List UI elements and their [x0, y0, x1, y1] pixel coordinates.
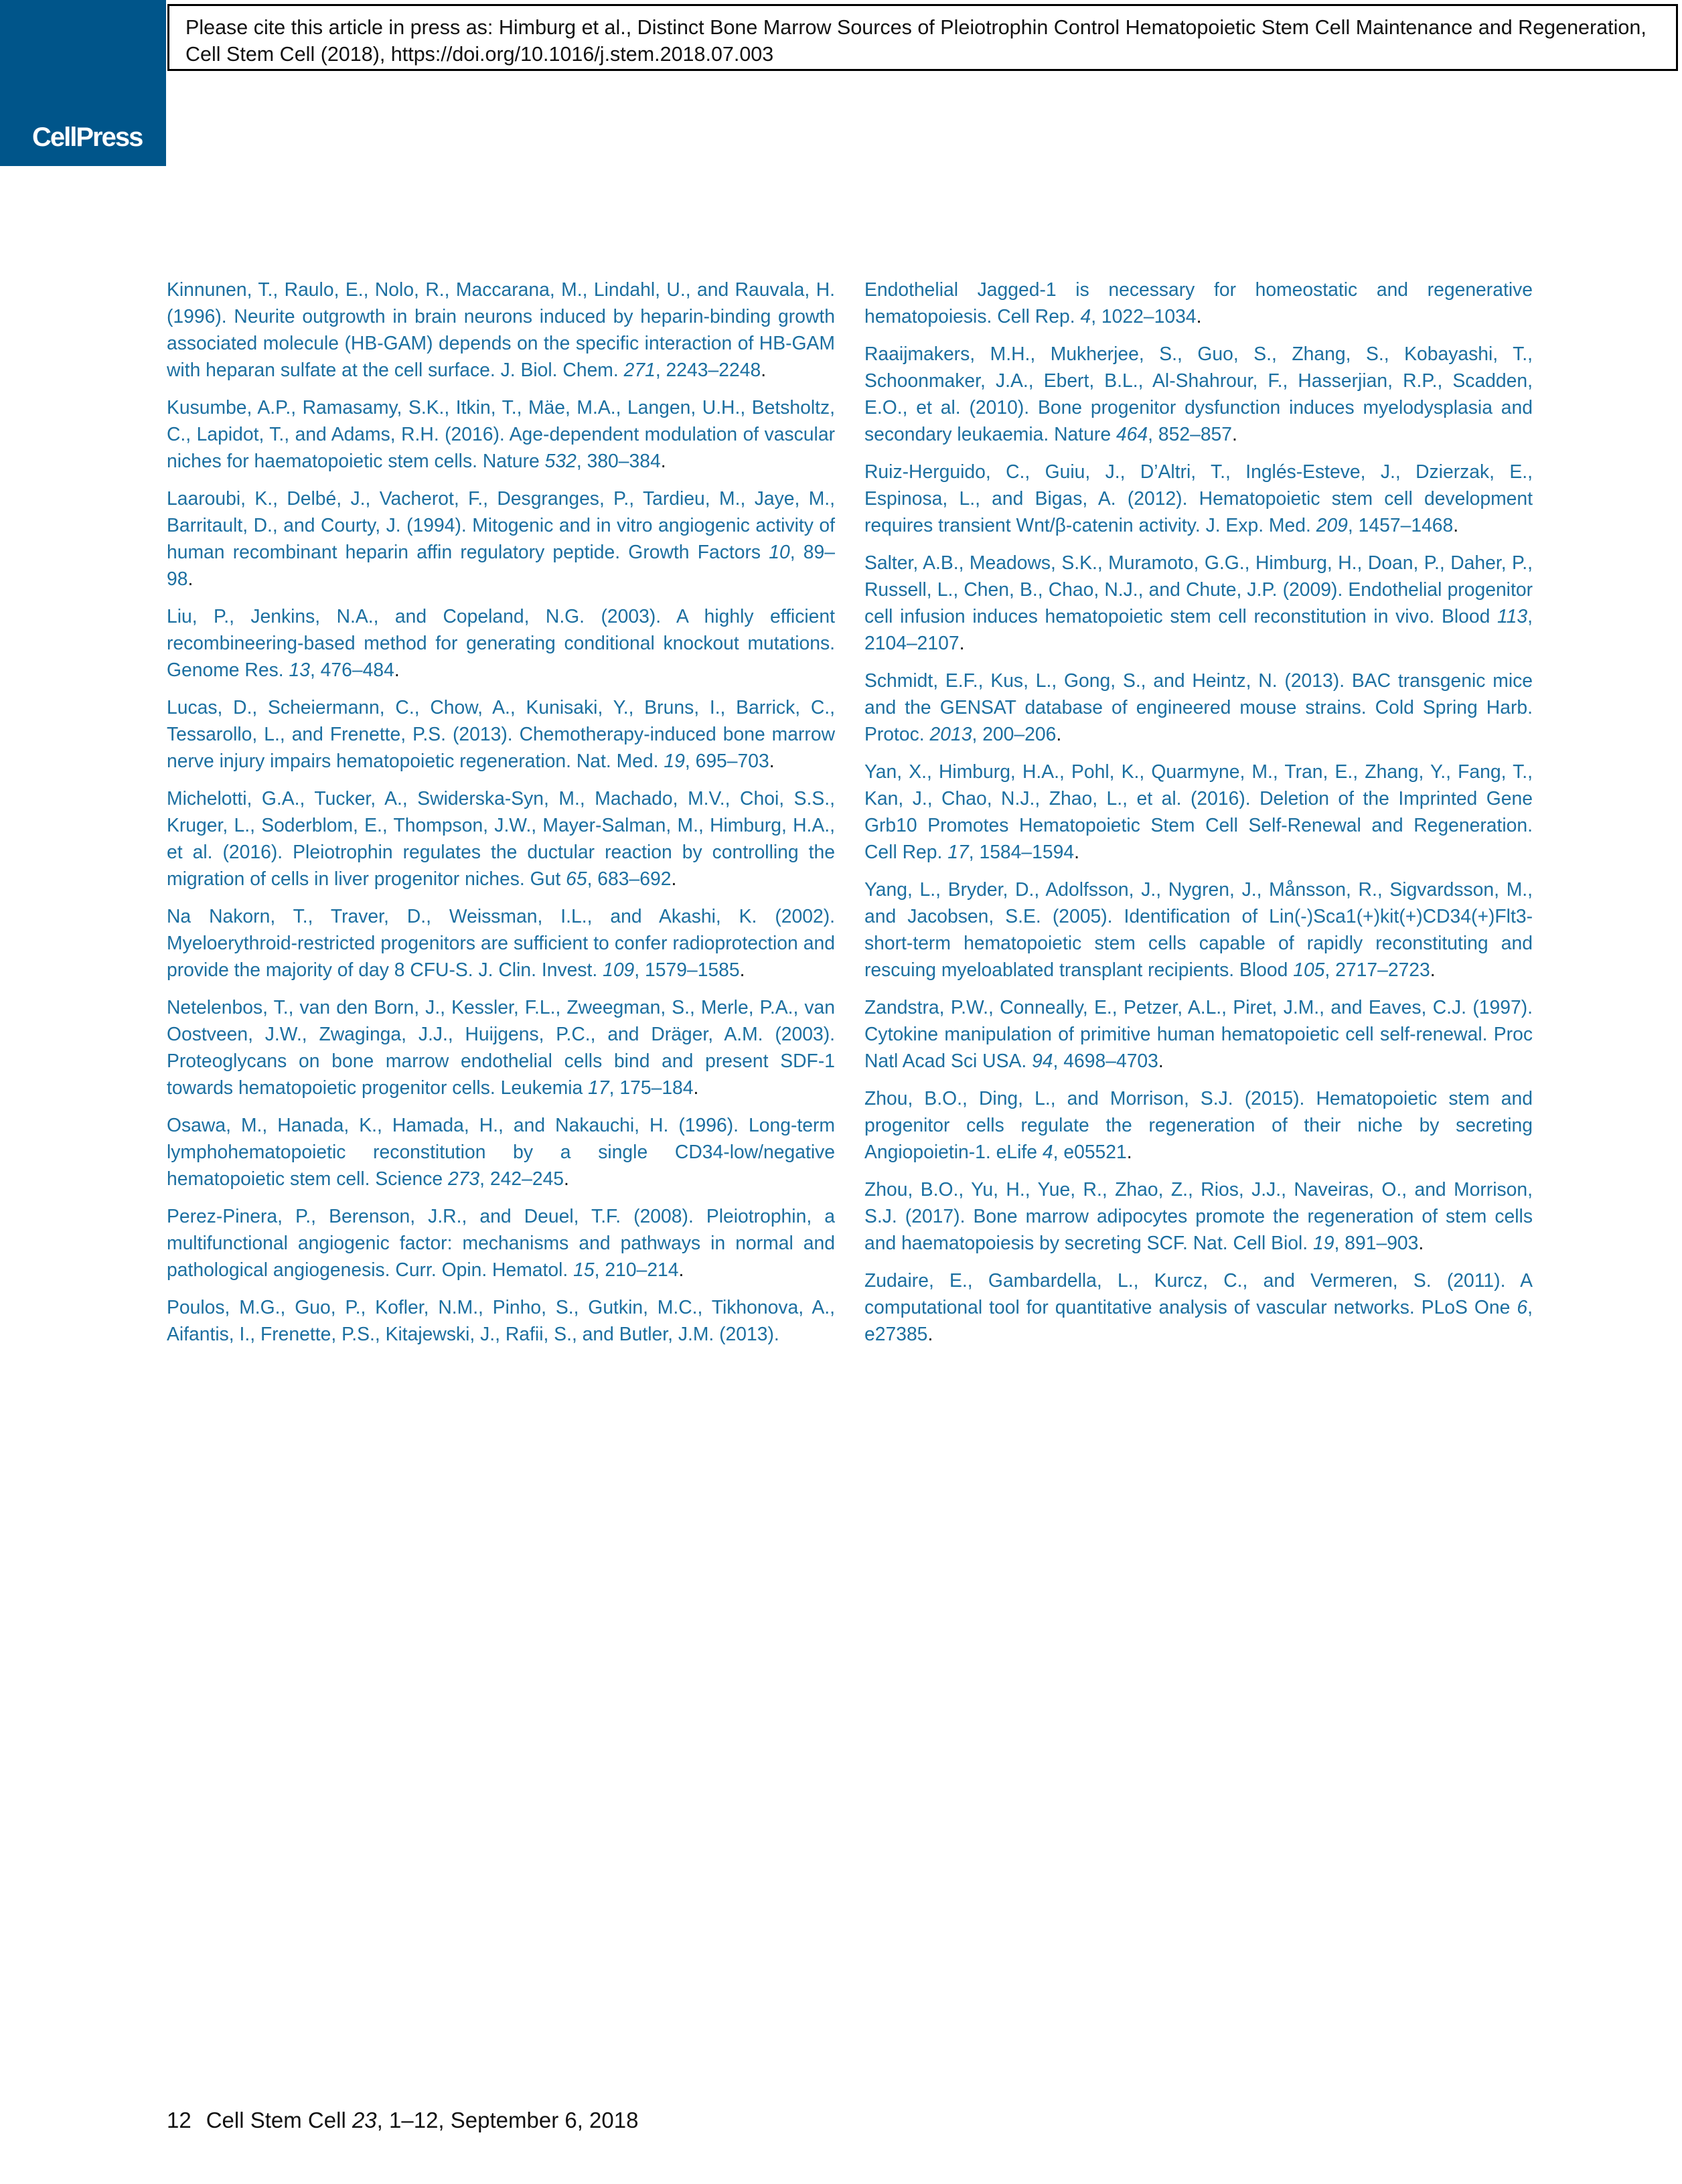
references-column-right	[864, 276, 1533, 1358]
reference-volume: 17	[588, 1077, 609, 1098]
reference-period: .	[660, 450, 666, 471]
reference-text: Lucas, D., Scheiermann, C., Chow, A., Kunisaki, Y., Bruns, I., Barrick, C., Tessarollo, L., and Frenette, P.S. (2013). Chemotherapy-induced bone marrow nerve injury impairs hematopoietic regeneration. Nat. Med.	[167, 696, 835, 771]
reference-volume: 113	[1497, 605, 1528, 627]
reference-text: Netelenbos, T., van den Born, J., Kessler, F.L., Zweegman, S., Merle, P.A., van Oostveen, J.W., Zwaginga, J.J., Huijgens, P.C., and Dräger, A.M. (2003). Proteoglycans on bone marrow endothelial cells bind and present SDF-1 towards hematopoietic progenitor cells. Leukemia	[167, 996, 835, 1098]
reference-volume: 94	[1032, 1050, 1053, 1071]
reference-entry[interactable]	[167, 603, 835, 683]
reference-entry[interactable]	[167, 694, 835, 774]
reference-pages: , 476–484	[309, 659, 394, 680]
reference-entry[interactable]	[864, 758, 1533, 865]
reference-text: Zudaire, E., Gambardella, L., Kurcz, C., and Vermeren, S. (2011). A computational tool for quantitative analysis of vascular networks. PLoS One	[864, 1269, 1533, 1318]
reference-text: Laaroubi, K., Delbé, J., Vacherot, F., Desgranges, P., Tardieu, M., Jaye, M., Barritault, D., and Courty, J. (1994). Mitogenic and in vitro angiogenic activity of human recombinant heparin affin regulatory peptide. Growth Factors	[167, 487, 835, 562]
reference-text: Salter, A.B., Meadows, S.K., Muramoto, G.G., Himburg, H., Doan, P., Daher, P., Russell, L., Chen, B., Chao, N.J., and Chute, J.P. (2009). Endothelial progenitor cell infusion induces hematopoietic stem cell reconstitution in vivo. Blood	[864, 552, 1533, 627]
reference-pages: , 175–184	[609, 1077, 694, 1098]
reference-entry[interactable]	[167, 485, 835, 592]
reference-period: .	[187, 568, 194, 589]
logo-text: CellPress	[32, 123, 143, 152]
reference-text: Osawa, M., Hanada, K., Hamada, H., and Nakauchi, H. (1996). Long-term lymphohematopoietic reconstitution by a single CD34-low/negative hematopoietic stem cell. Science	[167, 1114, 835, 1189]
reference-period: .	[739, 959, 745, 980]
reference-volume: 4	[1042, 1141, 1053, 1162]
reference-volume: 13	[289, 659, 310, 680]
reference-text: Poulos, M.G., Guo, P., Kofler, N.M., Pinho, S., Gutkin, M.C., Tikhonova, A., Aifantis, I., Frenette, P.S., Kitajewski, J., Rafii, S., and Butler, J.M. (2013).	[167, 1296, 835, 1344]
reference-pages: , 210–214	[594, 1259, 679, 1280]
reference-period: .	[1074, 841, 1079, 862]
reference-text: Liu, P., Jenkins, N.A., and Copeland, N.G. (2003). A highly efficient recombineering-based method for generating conditional knockout mutations. Genome Res.	[167, 605, 835, 680]
page-number: 12	[167, 2108, 192, 2132]
reference-period: .	[769, 750, 775, 771]
references-column-left	[167, 276, 835, 1358]
reference-period: .	[693, 1077, 699, 1098]
reference-text: Raaijmakers, M.H., Mukherjee, S., Guo, S., Zhang, S., Kobayashi, T., Schoonmaker, J.A., Ebert, B.L., Al-Shahrour, F., Hasserjian, R.P., Scadden, E.O., et al. (2010). Bone progenitor dysfunction induces myelodysplasia and secondary leukaemia. Nature	[864, 343, 1533, 445]
reference-volume: 464	[1116, 423, 1148, 445]
reference-text: Perez-Pinera, P., Berenson, J.R., and Deuel, T.F. (2008). Pleiotrophin, a multifunctional angiogenic factor: mechanisms and pathways in normal and pathological angiogenesis. Curr. Opin. Hematol.	[167, 1205, 835, 1280]
reference-pages: , 852–857	[1148, 423, 1233, 445]
reference-entry[interactable]	[864, 1267, 1533, 1347]
reference-period: .	[761, 359, 767, 380]
reference-pages: , 89–98	[167, 541, 836, 589]
journal-volume: 23	[352, 2108, 377, 2132]
reference-volume: 209	[1316, 514, 1348, 536]
reference-pages: , 200–206	[972, 723, 1057, 745]
reference-entry[interactable]	[167, 394, 835, 474]
reference-pages: , 891–903	[1334, 1232, 1419, 1253]
reference-volume: 15	[573, 1259, 595, 1280]
reference-text: Schmidt, E.F., Kus, L., Gong, S., and Heintz, N. (2013). BAC transgenic mice and the GENSAT database of engineered mouse strains. Cold Spring Harb. Protoc.	[864, 670, 1533, 745]
reference-entry[interactable]	[864, 340, 1533, 447]
reference-volume: 109	[603, 959, 635, 980]
reference-period: .	[671, 868, 677, 889]
reference-volume: 6	[1517, 1296, 1528, 1318]
reference-pages: , 1022–1034	[1091, 305, 1197, 327]
reference-volume: 4	[1080, 305, 1091, 327]
reference-entry[interactable]	[167, 1202, 835, 1283]
reference-period: .	[394, 659, 400, 680]
reference-text: Ruiz-Herguido, C., Guiu, J., D’Altri, T., Inglés-Esteve, J., Dzierzak, E., Espinosa, L., and Bigas, A. (2012). Hematopoietic stem cell development requires transient Wnt/β-catenin activity. J. Exp. Med.	[864, 461, 1533, 536]
reference-pages: , 1457–1468	[1347, 514, 1454, 536]
reference-period: .	[1196, 305, 1202, 327]
reference-entry[interactable]	[864, 1176, 1533, 1256]
reference-pages: , 2717–2723	[1324, 959, 1430, 980]
reference-pages: , 242–245	[479, 1168, 564, 1189]
reference-entry[interactable]	[864, 458, 1533, 538]
reference-entry[interactable]	[864, 276, 1533, 329]
reference-volume: 19	[664, 750, 685, 771]
reference-period: .	[1126, 1141, 1132, 1162]
reference-period: .	[1158, 1050, 1164, 1071]
reference-pages: , 683–692	[587, 868, 672, 889]
reference-period: .	[1453, 514, 1459, 536]
reference-period: .	[927, 1323, 933, 1344]
reference-text: Zhou, B.O., Yu, H., Yue, R., Zhao, Z., Rios, J.J., Naveiras, O., and Morrison, S.J. (2017). Bone marrow adipocytes promote the regeneration of stem cells and haematopoiesis by secreting SCF. Nat. Cell Biol.	[864, 1178, 1533, 1253]
reference-entry[interactable]	[167, 994, 835, 1101]
reference-period: .	[1430, 959, 1436, 980]
reference-entry[interactable]	[864, 667, 1533, 747]
reference-text: Yan, X., Himburg, H.A., Pohl, K., Quarmyne, M., Tran, E., Zhang, Y., Fang, T., Kan, J., Chao, N.J., Zhao, L., et al. (2016). Deletion of the Imprinted Gene Grb10 Promotes Hematopoietic Stem Cell Self-Renewal and Regeneration. Cell Rep.	[864, 761, 1533, 862]
reference-volume: 10	[769, 541, 790, 562]
reference-entry[interactable]	[864, 876, 1533, 983]
reference-period: .	[1418, 1232, 1424, 1253]
reference-volume: 65	[566, 868, 587, 889]
reference-pages: , 1584–1594	[968, 841, 1075, 862]
reference-volume: 17	[947, 841, 969, 862]
reference-entry[interactable]	[167, 1294, 835, 1347]
reference-entry[interactable]	[167, 903, 835, 983]
reference-text: Michelotti, G.A., Tucker, A., Swiderska-Syn, M., Machado, M.V., Choi, S.S., Kruger, L., Soderblom, E., Thompson, J.W., Mayer-Salman, M., Himburg, H.A., et al. (2016). Pleiotrophin regulates the ductular reaction by controlling the migration of cells in liver progenitor niches. Gut	[167, 787, 835, 889]
reference-pages: , e05521	[1053, 1141, 1127, 1162]
reference-pages: , 1579–1585	[634, 959, 740, 980]
reference-entry[interactable]	[167, 785, 835, 892]
journal-name: Cell Stem Cell	[206, 2108, 352, 2132]
reference-text: Endothelial Jagged-1 is necessary for homeostatic and regenerative hematopoiesis. Cell Rep.	[864, 279, 1533, 327]
reference-volume: 105	[1293, 959, 1325, 980]
reference-entry[interactable]	[864, 549, 1533, 656]
reference-volume: 532	[544, 450, 577, 471]
reference-period: .	[678, 1259, 684, 1280]
reference-text: Kinnunen, T., Raulo, E., Nolo, R., Maccarana, M., Lindahl, U., and Rauvala, H. (1996). Neurite outgrowth in brain neurons induced by heparin-binding growth associated molecule (HB-GAM) depends on the specific interaction of HB-GAM with heparan sulfate at the cell surface. J. Biol. Chem.	[167, 279, 835, 380]
cellpress-logo	[0, 0, 166, 166]
reference-entry[interactable]	[864, 994, 1533, 1074]
reference-entry[interactable]	[864, 1085, 1533, 1165]
reference-pages: , 2243–2248	[655, 359, 761, 380]
reference-volume: 19	[1313, 1232, 1334, 1253]
reference-entry[interactable]	[167, 276, 835, 383]
reference-entry[interactable]	[167, 1111, 835, 1192]
reference-period: .	[564, 1168, 569, 1189]
reference-pages: , 2104–2107	[864, 605, 1533, 653]
reference-pages: , 380–384	[576, 450, 661, 471]
reference-volume: 271	[623, 359, 656, 380]
reference-text: Yang, L., Bryder, D., Adolfsson, J., Nygren, J., Månsson, R., Sigvardsson, M., and Jacobsen, S.E. (2005). Identification of Lin(-)Sca1(+)kit(+)CD34(+)Flt3- short-term hematopoietic stem cells capable of rapidly reconstituting and rescuing myeloablated transplant recipients. Blood	[864, 878, 1533, 980]
citation-text: Please cite this article in press as: Himburg et al., Distinct Bone Marrow Sources of Pleiotrophin Control Hematopoietic Stem Cell Maintenance and Regeneration, Cell Stem Cell (2018), https://doi.org/10.1016/j.stem.2018.07.003	[185, 16, 1647, 66]
reference-period: .	[1056, 723, 1062, 745]
reference-pages: , 4698–4703	[1053, 1050, 1158, 1071]
page-footer	[167, 2108, 638, 2133]
footer-details: , 1–12, September 6, 2018	[376, 2108, 639, 2132]
reference-text: Kusumbe, A.P., Ramasamy, S.K., Itkin, T., Mäe, M.A., Langen, U.H., Betsholtz, C., Lapidot, T., and Adams, R.H. (2016). Age-dependent modulation of vascular niches for haematopoietic stem cells. Nature	[167, 396, 835, 471]
reference-period: .	[959, 632, 965, 653]
reference-text: Na Nakorn, T., Traver, D., Weissman, I.L., and Akashi, K. (2002). Myeloerythroid-restricted progenitors are sufficient to confer radioprotection and provide the majority of day 8 CFU-S. J. Clin. Invest.	[167, 905, 835, 980]
reference-volume: 273	[447, 1168, 480, 1189]
citation-notice	[167, 4, 1678, 71]
reference-volume: 2013	[929, 723, 972, 745]
reference-period: .	[1232, 423, 1237, 445]
reference-pages: , 695–703	[684, 750, 769, 771]
reference-text: Zandstra, P.W., Conneally, E., Petzer, A.L., Piret, J.M., and Eaves, C.J. (1997). Cytokine manipulation of primitive human hematopoietic cell self-renewal. Proc Natl Acad Sci USA.	[864, 996, 1533, 1071]
reference-pages: , e27385	[864, 1296, 1533, 1344]
reference-text: Zhou, B.O., Ding, L., and Morrison, S.J. (2015). Hematopoietic stem and progenitor cells regulate the regeneration of their niche by secreting Angiopoietin-1. eLife	[864, 1087, 1533, 1162]
